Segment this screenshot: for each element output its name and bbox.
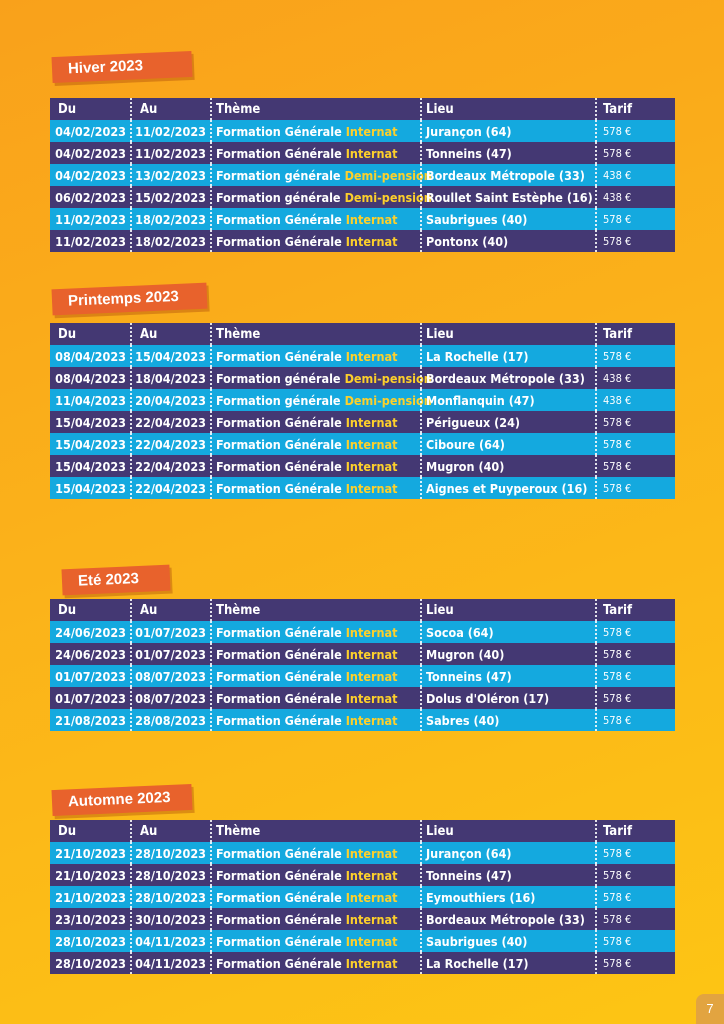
table-row (50, 186, 675, 208)
end-date: 28/10/2023 (130, 886, 210, 908)
theme-cell (210, 345, 420, 367)
end-date: 11/02/2023 (130, 120, 210, 142)
location: Bordeaux Métropole (33) (420, 164, 595, 186)
theme-name: Formation Générale (216, 414, 342, 430)
price: 578 € (595, 709, 675, 731)
price: 578 € (595, 411, 675, 433)
column-header-lieu: Lieu (420, 98, 595, 120)
theme-name: Formation Générale (216, 123, 342, 139)
schedule-table (50, 820, 675, 974)
end-date: 15/04/2023 (130, 345, 210, 367)
end-date: 01/07/2023 (130, 621, 210, 643)
theme-cell (210, 411, 420, 433)
start-date: 24/06/2023 (55, 646, 126, 662)
theme-name: Formation Générale (216, 624, 342, 640)
theme-name: Formation Générale (216, 458, 342, 474)
theme-cell (210, 908, 420, 930)
theme-name: Formation Générale (216, 889, 342, 905)
price: 578 € (595, 886, 675, 908)
price: 578 € (595, 208, 675, 230)
accommodation-type: Internat (345, 145, 398, 161)
theme-name: Formation générale (216, 189, 341, 205)
column-header-tarif: Tarif (595, 820, 675, 842)
start-date: 04/02/2023 (55, 145, 126, 161)
theme-name: Formation générale (216, 392, 341, 408)
start-date: 15/04/2023 (55, 436, 126, 452)
table-row (50, 886, 675, 908)
column-header-theme: Thème (210, 323, 420, 345)
table-row (50, 952, 675, 974)
accommodation-type: Internat (345, 867, 398, 883)
season-title: Eté 2023 (61, 565, 170, 596)
table-header (50, 98, 675, 120)
table-row (50, 709, 675, 731)
end-date: 13/02/2023 (130, 164, 210, 186)
theme-cell (210, 930, 420, 952)
table-row (50, 665, 675, 687)
column-header-au: Au (130, 323, 210, 345)
location: La Rochelle (17) (420, 952, 595, 974)
theme-name: Formation Générale (216, 955, 342, 971)
theme-name: Formation Générale (216, 933, 342, 949)
theme-cell (210, 886, 420, 908)
table-row (50, 230, 675, 252)
start-date: 11/02/2023 (55, 233, 126, 249)
theme-name: Formation Générale (216, 233, 342, 249)
column-header-theme: Thème (210, 599, 420, 621)
location: Pontonx (40) (420, 230, 595, 252)
end-date: 20/04/2023 (130, 389, 210, 411)
end-date: 28/08/2023 (130, 709, 210, 731)
location: Roullet Saint Estèphe (16) (420, 186, 595, 208)
end-date: 22/04/2023 (130, 411, 210, 433)
accommodation-type: Demi-pension (344, 370, 432, 386)
column-header-au: Au (130, 599, 210, 621)
price: 578 € (595, 477, 675, 499)
accommodation-type: Internat (345, 123, 398, 139)
price: 438 € (595, 367, 675, 389)
end-date: 22/04/2023 (130, 455, 210, 477)
accommodation-type: Internat (345, 712, 398, 728)
theme-name: Formation Générale (216, 480, 342, 496)
price: 578 € (595, 120, 675, 142)
table-row (50, 621, 675, 643)
price: 578 € (595, 643, 675, 665)
start-date: 06/02/2023 (55, 189, 126, 205)
start-date: 23/10/2023 (55, 911, 126, 927)
season-title: Printemps 2023 (52, 283, 208, 316)
end-date: 22/04/2023 (130, 433, 210, 455)
accommodation-type: Demi-pension (344, 392, 432, 408)
theme-cell (210, 842, 420, 864)
table-row (50, 433, 675, 455)
start-date: 11/04/2023 (55, 392, 126, 408)
accommodation-type: Internat (345, 911, 398, 927)
price: 578 € (595, 908, 675, 930)
theme-cell (210, 433, 420, 455)
theme-cell (210, 477, 420, 499)
accommodation-type: Internat (345, 845, 398, 861)
location: Eymouthiers (16) (420, 886, 595, 908)
column-header-au: Au (130, 98, 210, 120)
column-header-lieu: Lieu (420, 323, 595, 345)
start-date: 08/04/2023 (55, 348, 126, 364)
column-header-du: Du (58, 823, 77, 839)
start-date: 28/10/2023 (55, 933, 126, 949)
schedule-table (50, 323, 675, 499)
theme-cell (210, 367, 432, 389)
theme-cell (210, 665, 420, 687)
theme-cell (210, 709, 420, 731)
accommodation-type: Internat (345, 348, 398, 364)
accommodation-type: Internat (345, 933, 398, 949)
theme-name: Formation Générale (216, 690, 342, 706)
location: Tonneins (47) (420, 665, 595, 687)
location: Bordeaux Métropole (33) (420, 908, 595, 930)
season-title: Automne 2023 (51, 784, 192, 816)
theme-cell (210, 455, 420, 477)
theme-name: Formation Générale (216, 145, 342, 161)
end-date: 11/02/2023 (130, 142, 210, 164)
theme-cell (210, 389, 432, 411)
theme-name: Formation Générale (216, 646, 342, 662)
location: Bordeaux Métropole (33) (420, 367, 595, 389)
end-date: 18/02/2023 (130, 230, 210, 252)
price: 578 € (595, 687, 675, 709)
location: Sabres (40) (420, 709, 595, 731)
table-header (50, 820, 675, 842)
end-date: 18/02/2023 (130, 208, 210, 230)
table-row (50, 389, 675, 411)
price: 578 € (595, 142, 675, 164)
location: Jurançon (64) (420, 120, 595, 142)
table-row (50, 164, 675, 186)
end-date: 28/10/2023 (130, 864, 210, 886)
location: Monflanquin (47) (420, 389, 595, 411)
price: 578 € (595, 930, 675, 952)
start-date: 04/02/2023 (55, 123, 126, 139)
theme-cell (210, 687, 420, 709)
theme-cell (210, 186, 432, 208)
start-date: 21/10/2023 (55, 867, 126, 883)
location: La Rochelle (17) (420, 345, 595, 367)
table-header (50, 599, 675, 621)
theme-cell (210, 208, 420, 230)
start-date: 28/10/2023 (55, 955, 126, 971)
end-date: 08/07/2023 (130, 687, 210, 709)
location: Tonneins (47) (420, 864, 595, 886)
accommodation-type: Internat (345, 211, 398, 227)
start-date: 15/04/2023 (55, 414, 126, 430)
table-row (50, 864, 675, 886)
price: 438 € (595, 389, 675, 411)
start-date: 21/10/2023 (55, 889, 126, 905)
accommodation-type: Demi-pension (344, 167, 432, 183)
theme-name: Formation Générale (216, 211, 342, 227)
accommodation-type: Internat (345, 889, 398, 905)
location: Socoa (64) (420, 621, 595, 643)
table-row (50, 930, 675, 952)
start-date: 15/04/2023 (55, 458, 126, 474)
column-header-tarif: Tarif (595, 98, 675, 120)
theme-cell (210, 952, 420, 974)
accommodation-type: Internat (345, 624, 398, 640)
column-header-tarif: Tarif (595, 599, 675, 621)
accommodation-type: Internat (345, 668, 398, 684)
table-row (50, 120, 675, 142)
end-date: 04/11/2023 (130, 930, 210, 952)
theme-name: Formation Générale (216, 668, 342, 684)
end-date: 15/02/2023 (130, 186, 210, 208)
price: 438 € (595, 186, 675, 208)
theme-name: Formation Générale (216, 348, 342, 364)
accommodation-type: Internat (345, 458, 398, 474)
price: 578 € (595, 230, 675, 252)
theme-name: Formation Générale (216, 867, 342, 883)
theme-cell (210, 230, 420, 252)
start-date: 08/04/2023 (55, 370, 126, 386)
season-title: Hiver 2023 (51, 51, 192, 83)
price: 578 € (595, 345, 675, 367)
column-header-du: Du (58, 326, 77, 342)
table-row (50, 643, 675, 665)
end-date: 01/07/2023 (130, 643, 210, 665)
price: 578 € (595, 455, 675, 477)
accommodation-type: Internat (345, 414, 398, 430)
end-date: 08/07/2023 (130, 665, 210, 687)
accommodation-type: Internat (345, 233, 398, 249)
end-date: 30/10/2023 (130, 908, 210, 930)
location: Dolus d'Oléron (17) (420, 687, 595, 709)
table-row (50, 455, 675, 477)
start-date: 01/07/2023 (55, 690, 126, 706)
theme-name: Formation générale (216, 167, 341, 183)
start-date: 24/06/2023 (55, 624, 126, 640)
end-date: 28/10/2023 (130, 842, 210, 864)
location: Ciboure (64) (420, 433, 595, 455)
theme-name: Formation Générale (216, 845, 342, 861)
price: 578 € (595, 665, 675, 687)
table-row (50, 842, 675, 864)
table-header (50, 323, 675, 345)
table-row (50, 142, 675, 164)
theme-name: Formation générale (216, 370, 341, 386)
theme-cell (210, 864, 420, 886)
price: 578 € (595, 952, 675, 974)
accommodation-type: Demi-pension (344, 189, 432, 205)
accommodation-type: Internat (345, 955, 398, 971)
accommodation-type: Internat (345, 480, 398, 496)
page-number: 7 (696, 994, 724, 1024)
column-header-tarif: Tarif (595, 323, 675, 345)
start-date: 21/08/2023 (55, 712, 126, 728)
start-date: 04/02/2023 (55, 167, 126, 183)
price: 438 € (595, 164, 675, 186)
start-date: 21/10/2023 (55, 845, 126, 861)
table-row (50, 367, 675, 389)
column-header-lieu: Lieu (420, 820, 595, 842)
theme-name: Formation Générale (216, 911, 342, 927)
accommodation-type: Internat (345, 646, 398, 662)
start-date: 01/07/2023 (55, 668, 126, 684)
start-date: 11/02/2023 (55, 211, 126, 227)
theme-cell (210, 164, 432, 186)
end-date: 22/04/2023 (130, 477, 210, 499)
accommodation-type: Internat (345, 690, 398, 706)
schedule-table (50, 599, 675, 731)
theme-name: Formation Générale (216, 712, 342, 728)
price: 578 € (595, 621, 675, 643)
location: Aignes et Puyperoux (16) (420, 477, 595, 499)
location: Périgueux (24) (420, 411, 595, 433)
column-header-lieu: Lieu (420, 599, 595, 621)
location: Mugron (40) (420, 455, 595, 477)
column-header-theme: Thème (210, 820, 420, 842)
column-header-theme: Thème (210, 98, 420, 120)
location: Saubrigues (40) (420, 208, 595, 230)
price: 578 € (595, 433, 675, 455)
table-row (50, 477, 675, 499)
table-row (50, 908, 675, 930)
theme-name: Formation Générale (216, 436, 342, 452)
theme-cell (210, 621, 420, 643)
price: 578 € (595, 842, 675, 864)
end-date: 04/11/2023 (130, 952, 210, 974)
theme-cell (210, 142, 420, 164)
theme-cell (210, 643, 420, 665)
theme-cell (210, 120, 420, 142)
table-row (50, 208, 675, 230)
location: Tonneins (47) (420, 142, 595, 164)
table-row (50, 411, 675, 433)
location: Saubrigues (40) (420, 930, 595, 952)
end-date: 18/04/2023 (130, 367, 210, 389)
schedule-table (50, 98, 675, 252)
location: Mugron (40) (420, 643, 595, 665)
column-header-du: Du (58, 602, 77, 618)
table-row (50, 687, 675, 709)
column-header-au: Au (130, 820, 210, 842)
start-date: 15/04/2023 (55, 480, 126, 496)
location: Jurançon (64) (420, 842, 595, 864)
table-row (50, 345, 675, 367)
accommodation-type: Internat (345, 436, 398, 452)
column-header-du: Du (58, 101, 77, 117)
price: 578 € (595, 864, 675, 886)
